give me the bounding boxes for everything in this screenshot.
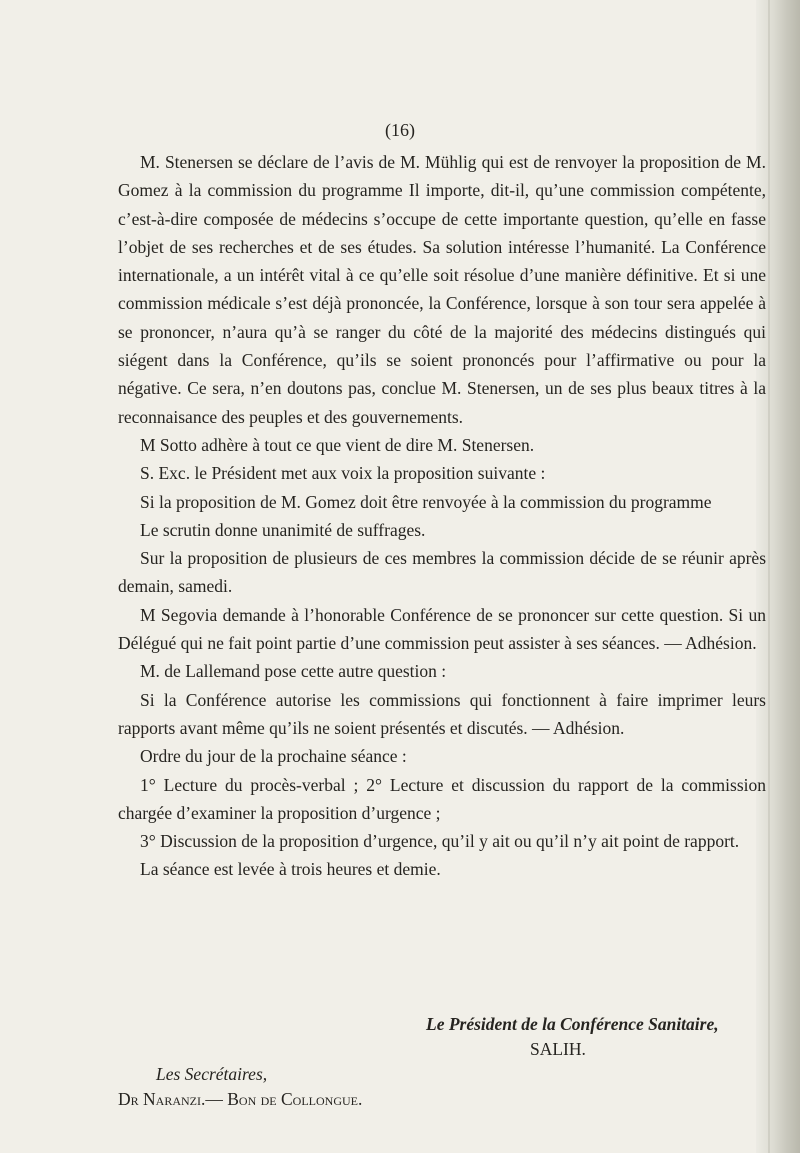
paragraph-agenda-3: 3° Discussion de la proposition d’urgence, qu’il y ait ou qu’il n’y ait point de rapport. <box>140 831 740 852</box>
paragraph-agenda-1-2: 1° Lecture du procès-verbal ; 2° Lecture et discussion du rapport de la commission chargée d’examiner la proposition d’urgence ; <box>118 774 766 823</box>
paragraph-ordre-du-jour: Ordre du jour de la prochaine séance : <box>140 746 407 767</box>
president-name: SALIH. <box>530 1039 586 1059</box>
page-edge-line <box>768 0 770 1153</box>
signature-block <box>118 1012 766 1112</box>
paragraph-stenersen: M. Stenersen se déclare de l’avis de M. Mühlig qui est de renvoyer la proposition de M. Gomez à la commission du programme Il importe, dit-il, qu’une commission compétente, c’est-à-dire composée de médecins s’occupe de cette importante question, qu’elle en fasse l’objet de ses recherches et de ses études. Sa solution intéresse l’humanité. La Conférence internationale, a un intérêt vital à ce qu’elle soit résolue d’une manière définitive. Et si une commission médicale s’est déjà prononcée, la Conférence, lorsque à son tour sera appelée à se prononcer, n’aura qu’à se ranger du côté de la majorité des médecins distingués qui siégent dans la Conférence, qu’ils se soient prononcés pour l’affirmative ou pour la négative. Ce sera, n’en doutons pas, conclue M. Stenersen, un de ses plus beaux titres à la reconnaisance des peuples et des gouvernements. <box>118 152 766 427</box>
paragraph-sotto: M Sotto adhère à tout ce que vient de dire M. Stenersen. <box>140 434 535 455</box>
paragraph-rapports: Si la Conférence autorise les commissions qui fonctionnent à faire imprimer leurs rapports avant même qu’ils ne soient présentés et discutés. — Adhésion. <box>118 689 766 738</box>
paragraph-seance-levee: La séance est levée à trois heures et demie. <box>140 859 441 880</box>
president-title: Le Président de la Conférence Sanitaire, <box>426 1014 719 1034</box>
body-text <box>118 148 766 884</box>
paragraph-segovia: M Segovia demande à l’honorable Conférence de se prononcer sur cette question. Si un Délégué qui ne fait point partie d’une commission peut assister à ses séances. — Adhésion. <box>118 604 766 654</box>
paragraph-president-vote: S. Exc. le Président met aux voix la proposition suivante : <box>140 463 546 484</box>
page-number: (16) <box>385 120 415 140</box>
secretaries-label: Les Secrétaires, <box>156 1064 268 1084</box>
paragraph-scrutin: Le scrutin donne unanimité de suffrages. <box>140 519 426 540</box>
paragraph-reunion: Sur la proposition de plusieurs de ces membres la commission décide de se réunir après demain, samedi. <box>118 548 766 597</box>
secretaries-names: Dr Naranzi.— Bon de Collongue. <box>118 1089 363 1109</box>
paragraph-lallemand: M. de Lallemand pose cette autre question : <box>140 661 447 682</box>
paragraph-proposition: Si la proposition de M. Gomez doit être renvoyée à la commission du programme <box>140 491 712 512</box>
